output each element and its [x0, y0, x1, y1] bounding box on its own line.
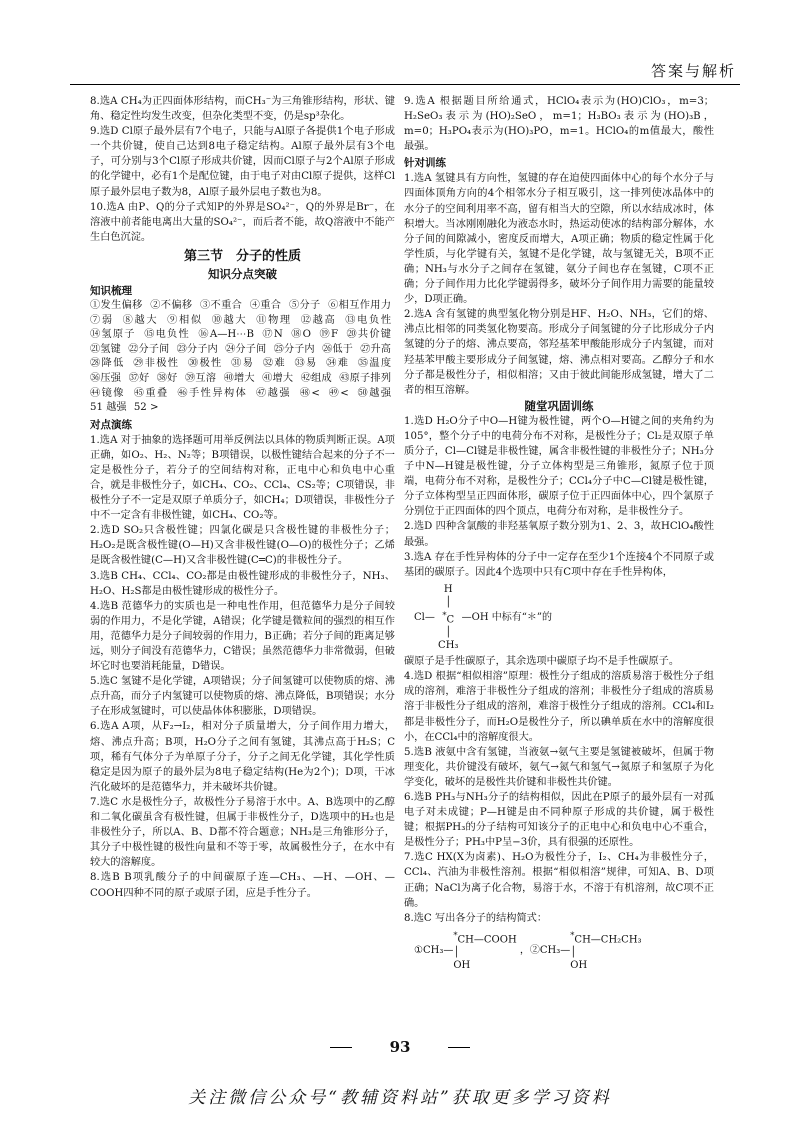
- keyword-item: ㊵增大: [223, 372, 255, 384]
- answer-paragraph: 9.选A 根据题目所给通式，HClO₄表示为(HO)ClO₃，m=3；H₂SeO₃表示为(HO)₂SeO，m=1；H₃BO₃表示为(HO)₃B，m=0；H₃PO₄表示为(HO)₃PO，m=1。HClO₄的m值最大，酸性最强。: [404, 96, 714, 153]
- formula-left: Cl—: [414, 611, 435, 623]
- formula-center-stack: H │ *C │ CH₃: [438, 583, 459, 652]
- keyword-item: ㊳好: [156, 372, 178, 384]
- answer-paragraph: 2.选A 含有氢键的典型氢化物分别是HF、H₂O、NH₃，它们的熔、沸点比相邻的同类氢化物要高。形成分子间氢键的分子比形成分子内氢键的分子的熔、沸点要高，邻羟基苯甲酸能形成分子内氢键，而对羟基苯甲酸主要形成分子间氢键，熔、沸点相对要高。乙醇分子和水分子都是极性分子，相似相溶；又由于彼此间能形成氢键，增大了二者的相互溶解。: [404, 309, 714, 396]
- formula8-a-bottom: OH: [453, 960, 471, 972]
- formula-top: H: [443, 583, 453, 595]
- formula-right: —OH: [461, 611, 489, 623]
- answer-paragraph: 7.选C 水是极性分子，故极性分子易溶于水中。A、B选项中的乙醇和二氧化碳虽含有极性键，但属于非极性分子，D选项中的H₂也是非极性分子，所以A、B、D都不符合题意；NH₃是三角锥形分子，其分子中极性键的极性向量和不等于零，故属极性分子，在水中有较大的溶解度。: [90, 796, 395, 869]
- keyword-item: ⑧越大: [122, 314, 159, 326]
- answer-paragraph: 10.选A 由P、Q的分子式知P的外界是SO₄²⁻，Q的外界是Br⁻，在溶液中前者能电离出大量的SO₄²⁻，而后者不能，故Q溶液中不能产生白色沉淀。: [90, 201, 395, 243]
- formula8-a-star: *: [453, 929, 458, 940]
- keyword-item: ㉙非极性: [133, 358, 180, 370]
- formula8-b-star: *: [570, 929, 575, 940]
- keyword-item: ㉑氢键: [90, 343, 121, 355]
- keyword-item: ⑮电负性: [144, 329, 190, 341]
- formula8-a-center: CH—COOH: [457, 934, 517, 946]
- class-training-heading: 随堂巩固训练: [524, 398, 594, 413]
- answer-paragraph: 碳原子是手性碳原子，其余选项中碳原子均不是手性碳原子。: [404, 656, 680, 668]
- keyword-item: ㊸原子排列: [339, 372, 392, 384]
- left-answers-b: [90, 433, 395, 901]
- keyword-item: ㉔分子间: [225, 343, 267, 355]
- left-column: [90, 94, 395, 901]
- keyword-item: ⑩越大: [211, 314, 248, 326]
- answer-paragraph: 2.选D SO₂只含极性键；四氯化碳是只含极性键的非极性分子；H₂O₂是既含极性键(O—H)又含非极性键(O—O)的极性分子；乙烯是既含极性键(C—H)又含非极性键(C═C)的非极性分子。: [90, 525, 395, 567]
- keyword-item: ㉚极性: [187, 358, 223, 370]
- keyword-item: ㊹镜像: [90, 387, 125, 399]
- keyword-item: ㊽<: [299, 387, 320, 399]
- keyword-item: ⑲F: [319, 329, 339, 341]
- keyword-item: ㉕分子内: [273, 343, 315, 355]
- keyword-item: ⑦弱: [90, 314, 114, 326]
- chiral-formula-c3: [414, 583, 714, 652]
- header-title: 答案与解析: [650, 62, 736, 80]
- right-answers-b: [404, 171, 714, 397]
- answer-paragraph: 1.选A 对于抽象的选择题可用举反例法以具体的物质判断正误。A项正确，如O₂、H₂、N₂等；B项错误，以极性键结合起来的分子不一定是极性分子，若分子的空间结构对称，正电中心和负电中心重合，就是非极性分子，如CH₄、CO₂、CCl₄、CS₂等；C项错误，非极性分子不一定是双原子单质分子，如CH₄；D项错误，非极性分子中不一定含有非极性键，如CH₄、CO₂等。: [90, 434, 395, 522]
- formula8-b-label: ②CH₃—: [529, 945, 571, 956]
- keyword-item: ⑫越高: [300, 314, 337, 326]
- keyword-item: ㉗升高: [360, 343, 391, 355]
- header-rule: [70, 84, 740, 85]
- keyword-item: ⑱O: [291, 329, 312, 341]
- section-title: 第三节 分子的性质: [183, 248, 301, 264]
- answer-paragraph: 3.选B CH₄、CCl₄、CO₂都是由极性键形成的非极性分子，NH₃、H₂O、H₂S都是由极性键形成的极性分子。: [90, 570, 395, 597]
- keyword-item: ㉜难: [262, 358, 286, 370]
- keyword-item: ㉒分子间: [128, 343, 170, 355]
- keyword-item: ㊺重叠: [133, 387, 169, 399]
- keyword-item: ⑥相互作用力: [328, 299, 392, 311]
- answer-paragraph: 4.选D 根据“相似相溶”原理：极性分子组成的溶质易溶于极性分子组成的溶剂，难溶于非极性分子组成的溶剂；非极性分子组成的溶质易溶于非极性分子组成的溶剂，难溶于极性分子组成的溶剂。CCl₄和I₂都是非极性分子，而H₂O是极性分子，所以碘单质在水中的溶解度很小，在CCl₄中的溶解度很大。: [404, 671, 714, 743]
- keyword-item: ⑰N: [262, 329, 283, 341]
- formula-star: *: [442, 609, 447, 620]
- keyword-item: ㊲好: [128, 372, 150, 384]
- keyword-item: ①发生偏移: [90, 299, 143, 311]
- answer-paragraph: 8.选C 写出各分子的结构简式：: [404, 912, 548, 924]
- footer-slogan: 关注微信公众号“教辅资料站”获取更多学习资料: [188, 1088, 612, 1108]
- keyword-item: ㊴互溶: [184, 372, 217, 384]
- keyword-item: ㉘降低: [90, 358, 125, 370]
- answer-paragraph: 1.选D H₂O分子中O—H键为极性键，两个O—H键之间的夹角约为105°，整个分子中的电荷分布不对称，是极性分子；Cl₂是双原子单质分子，Cl—Cl键是非极性键，属含非极性键的非极性分子；NH₃分子中N—H键是极性键，分子立体构型是三角锥形，氮原子位于顶端，电荷分布不对称，是极性分子；CCl₄分子中C—Cl键是极性键，分子立体构型呈正四面体形，碳原子位于正四面体中心，四个氯原子分别位于正四面体的四个顶点，电荷分布对称，是非极性分子。: [404, 415, 714, 518]
- keyword-item: ⑤分子: [288, 299, 321, 311]
- knowledge-heading: 知识梳理: [90, 284, 132, 297]
- right-column: [404, 94, 714, 974]
- keyword-item: ㉖低于: [322, 343, 353, 355]
- formula8-b-center: CH—CH₂CH₃: [574, 934, 642, 946]
- answer-paragraph: 1.选A 氢键具有方向性，氢键的存在迫使四面体中心的每个水分子与四面体顶角方向的4个相邻水分子相互吸引，这一排列使冰晶体中的水分子的空间利用率不高，留有相当大的空隙，所以水结成冰时，体积增大。当冰刚刚融化为液态水时，热运动使冰的结构部分解体，水分子间的间隙减小，密度反而增大，A项正确；物质的稳定性属于化学性质，与化学键有关，氢键不是化学键，故与氢键无关，B项不正确；NH₃与水分子之间存在氢键，氨分子间也存在氢键，C项不正确；分子间作用力比化学键弱得多，破坏分子间作用力需要的能量较少，D项正确。: [404, 173, 714, 306]
- keyword-item: ㉟温度: [357, 358, 392, 370]
- keyword-item: ㉛易: [231, 358, 255, 370]
- answer-paragraph: 4.选B 范德华力的实质也是一种电性作用，但范德华力是分子间较弱的作用力，不是化学键，A错误；化学键是微粒间的强烈的相互作用，范德华力是分子间较弱的作用力，B正确；若分子间的距离足够远，则分子间没有范德华力，C错误；虽然范德华力非常微弱，但破坏它时也要消耗能量，D错误。: [90, 600, 395, 673]
- answer-paragraph: 5.选B 液氨中含有氢键，当液氨→氨气主要是氢键被破坏，但属于物理变化，共价键没有破坏，氨气→氮气和氢气→氮原子和氢原子为化学变化，破坏的是极性共价键和非极性共价键。: [404, 746, 714, 788]
- right-answers-a: [404, 94, 714, 154]
- formula-tail: 中标有“＊”的: [491, 611, 552, 623]
- keyword-item: ⑯A—H⋯B: [198, 329, 254, 341]
- keyword-item: 51 越强: [90, 402, 127, 414]
- answer-paragraph: 6.选B PH₃与NH₃分子的结构相似，因此在P原子的最外层有一对孤电子对未成键；P—H键是由不同种原子形成的共价键，属于极性键；根据PH₃的分子结构可知该分子的正电中心和负电中心不重合，是极性分子；PH₃中P呈−3价，具有很强的还原性。: [404, 791, 714, 849]
- answer-paragraph: 7.选C HX(X为卤素)、H₂O为极性分子，I₂、CH₄为非极性分子，CCl₄、汽油为非极性溶剂。根据“相似相溶”规律，可知A、B、D项正确；NaCl为离子化合物，易溶于水，不溶于有机溶剂，故C项不正确。: [404, 852, 714, 909]
- answer-paragraph: 8.选B B项乳酸分子的中间碳原子连—CH₃、—H、—OH、—COOH四种不同的原子或原子团，应是手性分子。: [90, 872, 395, 899]
- answer-paragraph: 9.选D Cl原子最外层有7个电子，只能与Al原子各提供1个电子形成一个共价键，使自己达到8电子稳定结构。Al原子最外层有3个电子，可分别与3个Cl原子形成共价键，因而Cl原子与2个Al原子形成的化学键中，必有1个是配位键，由于电子对由Cl原子提供，这样Cl原子最外层电子数为8，Al原子最外层电子数也为8。: [90, 126, 395, 198]
- answer-paragraph: 6.选A A项，从F₂→I₂，相对分子质量增大，分子间作用力增大，熔、沸点升高；B项，H₂O分子之间有氢键，其沸点高于H₂S；C项，稀有气体分子为单原子分子，分子之间无化学键，其化学性质稳定是因为原子的最外层为8电子稳定结构(He为2个)；D项，干冰汽化破坏的是范德华力，并未破坏共价键。: [90, 721, 395, 793]
- right-answers-c: [404, 414, 714, 580]
- formula8-a-label: ①CH₃—: [414, 945, 454, 956]
- keyword-item: ㉝易: [294, 358, 318, 370]
- keyword-item: ⑬电负性: [345, 314, 392, 326]
- keyword-item: ㊷组成: [300, 372, 332, 384]
- footer-dash-right: [448, 1047, 470, 1048]
- formula-center: C: [446, 614, 455, 626]
- keyword-item: ⑪物理: [256, 314, 292, 326]
- structure-formula-c8: ①CH₃— *CH—COOH │ OH ，②CH₃— *CH—CH₂CH₃ │ OH: [414, 929, 642, 972]
- keyword-item: ②不偏移: [150, 299, 193, 311]
- formula8-b-bottom: OH: [570, 960, 588, 972]
- keyword-item: ㊶增大: [262, 372, 294, 384]
- keyword-item: ㉞难: [326, 358, 350, 370]
- formula-bottom: CH₃: [438, 640, 459, 652]
- right-answers-d: [404, 654, 714, 926]
- keyword-item: ⑭氢原子: [90, 329, 136, 341]
- keyword-item: 52 >: [133, 402, 159, 414]
- keyword-item: ④重合: [249, 299, 282, 311]
- answer-paragraph: 5.选C 氢键不是化学键，A项错误；分子间氢键可以使物质的熔、沸点升高，而分子内氢键可以使物质的熔、沸点降低，B项错误；水分子在形成氢键时，可以使晶体体积膨胀，D项错误。: [90, 676, 395, 718]
- keyword-item: ⑳共价键: [346, 329, 391, 341]
- section-subtitle: 知识分点突破: [208, 266, 277, 281]
- keyword-item: ㊾<: [328, 387, 349, 399]
- keyword-item: ③不重合: [200, 299, 243, 311]
- keyword-item: ㊻手性异构体: [177, 387, 248, 399]
- left-answers-a: [90, 94, 395, 245]
- answer-paragraph: 3.选A 存在手性异构体的分子中一定存在至少1个连接4个不同原子或基团的碳原子。因此4个选项中只有C项中存在手性异构体，: [404, 551, 714, 578]
- keyword-item: ㊼越强: [256, 387, 291, 399]
- targeted-training-heading: 针对训练: [404, 157, 446, 170]
- keyword-item: ㊱压强: [90, 372, 122, 384]
- answer-paragraph: 2.选D 四种含氯酸的非羟基氧原子数分别为1、2、3，故HClO₄酸性最强。: [404, 521, 714, 548]
- keyword-item: ㊿越强: [357, 387, 392, 399]
- practice-heading: 对点演练: [90, 418, 132, 431]
- keyword-item: ⑨相似: [167, 314, 203, 326]
- keyword-list: [90, 299, 395, 416]
- answer-paragraph: 8.选A CH₄为正四面体形结构，而CH₃⁻为三角锥形结构，形状、键角、稳定性均发生改变，但杂化类型不变，仍是sp³杂化。: [90, 96, 395, 123]
- page-number: 93: [389, 1038, 411, 1056]
- keyword-item: ㉓分子内: [176, 343, 218, 355]
